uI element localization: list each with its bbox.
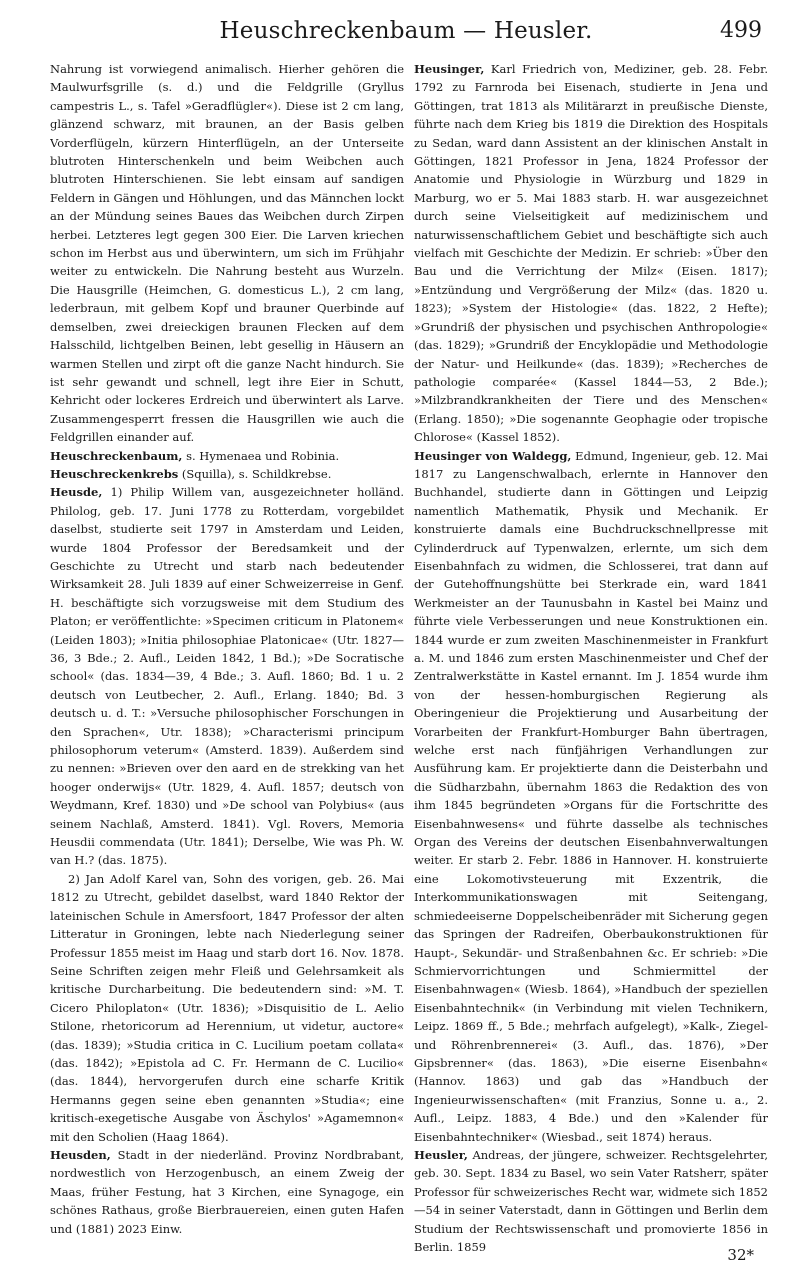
headword: Heuschreckenbaum,	[50, 448, 183, 463]
headword: Heusinger,	[414, 62, 485, 76]
entry-heusde-2	[50, 870, 404, 1146]
headword: Heusden,	[50, 1147, 111, 1162]
entry-text: Karl Friedrich von, Mediziner, geb. 28. Febr. 1792 zu Farnroda bei Eisenach, studierte in Jena und Göttingen, trat 1813 als Militärarzt in preußische Dienste, führte nach dem Krieg bis 1819 die Direktion des Hospitals zu Sedan, ward dann Assistent an der klinischen Anstalt in Göttingen, 1821 Professor in Jena, 1824 Professor der Anatomie und Physiologie in Würzburg und 1829 in Marburg, wo er 5. Mai 1883 starb. H. war ausgezeichnet durch seine Vielseitigkeit auf medizinischem und naturwissenschaftlichem Gebiet und beschäftigte sich auch vielfach mit Geschichte der Medizin. Er schrieb: »Über den Bau und die Verrichtung der Milz« (Eisen. 1817); »Entzündung und Vergrößerung der Milz« (das. 1820 u. 1823); »System der Histologie« (das. 1822, 2 Hefte); »Grundriß der physischen und psychischen Anthropologie« (das. 1829); »Grundriß der Encyklopädie und Methodologie der Natur- und Heilkunde« (das. 1839); »Recherches de pathologie comparée« (Kassel 1844—53, 2 Bde.); »Milzbrandkrankheiten der Tiere und des Menschen« (Erlang. 1850); »Die sogenannte Geophagie oder tropische Chlorose« (Kassel 1852).	[414, 62, 768, 445]
entry-heusinger	[414, 60, 768, 447]
headword: Heuschreckenkrebs	[50, 466, 179, 481]
headword: Heusde,	[50, 485, 103, 500]
entry-heusde-1	[50, 483, 404, 870]
headword: Heusler,	[414, 1147, 468, 1162]
entry-text: (Squilla), s. Schildkrebse.	[178, 466, 332, 481]
entry-grillen	[50, 60, 404, 447]
running-head	[36, 12, 776, 46]
entry-heuschreckenbaum	[50, 447, 404, 465]
entry-heusden	[50, 1146, 404, 1238]
entry-heuschreckenkrebs	[50, 465, 404, 483]
entry-text: Stadt in der niederländ. Provinz Nordbrabant, nordwestlich von Herzogenbusch, an einem Zweig der Maas, früher Festung, hat 3 Kirchen, eine Synagoge, ein schönes Rathaus, große Bierbrauereien, einen guten Hafen und (1881) 2023 Einw.	[50, 1147, 404, 1236]
entry-heusler	[414, 1146, 768, 1255]
entry-text: 2) Jan Adolf Karel van, Sohn des vorigen, geb. 26. Mai 1812 zu Utrecht, gebildet daselbst, ward 1840 Rektor der lateinischen Schule in Amersfoort, 1847 Professor der alten Litteratur in Groningen, lebte nach Niederlegung seiner Professur 1855 meist im Haag und starb dort 16. Nov. 1878. Seine Schriften zeigen mehr Fleiß und Gelehrsamkeit als kritische Durcharbeitung. Die bedeutendern sind: »M. T. Cicero Philoplaton« (Utr. 1836); »Disquisitio de L. Aelio Stilone, rhetoricorum ad Herennium, ut videtur, auctore« (das. 1839); »Studia critica in C. Lucilium poetam collata« (das. 1842); »Epistola ad C. Fr. Hermann de C. Lucilio« (das. 1844), hervorgerufen durch eine scharfe Kritik Hermanns gegen seine eben genannten »Studia«; eine kritisch-exegetische Ausgabe von Äschylos' »Agamemnon« mit den Scholien (Haag 1864).	[50, 871, 404, 1144]
right-column	[414, 60, 768, 1255]
page-title: Heuschreckenbaum — Heusler.	[219, 18, 593, 44]
headword: Heusinger von Waldegg,	[414, 448, 572, 463]
entry-text: Andreas, der jüngere, schweizer. Rechtsgelehrter, geb. 30. Sept. 1834 zu Basel, wo sein Vater Ratsherr, später Professor für schweizerisches Recht war, widmete sich 1852—54 in seiner Vaterstadt, dann in Göttingen und Berlin dem Studium der Rechtswissenschaft und promovierte 1856 in Berlin. 1859	[414, 1147, 768, 1254]
entry-text: s. Hymenaea und Robinia.	[182, 448, 340, 463]
page-number: 499	[720, 18, 762, 43]
left-column	[50, 60, 404, 1255]
entry-text: Edmund, Ingenieur, geb. 12. Mai 1817 zu Langenschwalbach, erlernte in Hannover den Buchhandel, studierte dann in Göttingen und Leipzig namentlich Mathematik, Physik und Mechanik. Er konstruierte damals eine Buchdruckschnellpresse mit Cylinderdruck auf Typenwalzen, erlernte, um sich dem Eisenbahnfach zu widmen, die Schlosserei, trat dann auf der Gutehoffnungshütte bei Sterkrade ein, ward 1841 Werkmeister an der Taunusbahn in Kastel bei Mainz und führte viele Verbesserungen und neue Konstruktionen ein. 1844 wurde er zum zweiten Maschinenmeister in Frankfurt a. M. und 1846 zum ersten Maschinenmeister und Chef der Zentralwerkstätte in Kastel ernannt. Im J. 1854 wurde ihm von der hessen-homburgischen Regierung als Oberingenieur die Projektierung und Ausarbeitung der Vorarbeiten der Frankfurt-Homburger Bahn übertragen, welche erst nach fünfjährigen Verhandlungen zur Ausführung kam. Er projektierte dann die Deisterbahn und die Südharzbahn, übernahm 1863 die Redaktion des von ihm 1845 begründeten »Organs für die Fortschritte des Eisenbahnwesens« und führte dasselbe als technisches Organ des Vereins der deutschen Eisenbahnverwaltungen weiter. Er starb 2. Febr. 1886 in Hannover. H. konstruierte eine Lokomotivsteuerung mit Exzentrik, die Interkommunikationswagen mit Seitengang, schmiedeeiserne Doppelscheibenräder mit Sicherung gegen das Springen der Radreifen, Oberbaukonstruktionen für Haupt-, Sekundär- und Straßenbahnen &c. Er schrieb: »Die Schmiervorrichtungen und Schmiermittel der Eisenbahnwagen« (Wiesb. 1864), »Handbuch der speziellen Eisenbahntechnik« (in Verbindung mit vielen Technikern, Leipz. 1869 ff., 5 Bde.; mehrfach aufgelegt), »Kalk-, Ziegel- und Röhrenbrennerei« (3. Aufl., das. 1876), »Der Gipsbrenner« (das. 1863), »Die eiserne Eisenbahn« (Hannov. 1863) und gab das »Handbuch der Ingenieurwissenschaften« (mit Franzius, Sonne u. a., 2. Aufl., Leipz. 1883, 4 Bde.) und den »Kalender für Eisenbahntechniker« (Wiesbad., seit 1874) heraus.	[414, 448, 768, 1144]
entry-text: Nahrung ist vorwiegend animalisch. Hierher gehören die Maulwurfsgrille (s. d.) und die Feldgrille (Gryllus campestris L., s. Tafel »Geradflügler«). Diese ist 2 cm lang, glänzend schwarz, mit braunen, an der Basis gelben Vorderflügeln, kürzern Hinterflügeln, an der Unterseite blutroten Hinterschenkeln und beim Weibchen auch blutroten Hinterschienen. Sie lebt einsam auf sandigen Feldern in Gängen und Höhlungen, und das Männchen lockt an der Mündung seines Baues das Weibchen durch Zirpen herbei. Letzteres legt gegen 300 Eier. Die Larven kriechen schon im Herbst aus und überwintern, um sich im Frühjahr weiter zu entwickeln. Die Nahrung besteht aus Wurzeln. Die Hausgrille (Heimchen, G. domesticus L.), 2 cm lang, lederbraun, mit gelbem Kopf und brauner Querbinde auf demselben, zwei dreieckigen braunen Flecken auf dem Halsschild, lichtgelben Beinen, lebt gesellig in Häusern an warmen Stellen und zirpt oft die ganze Nacht hindurch. Sie ist sehr gewandt und schnell, legt ihre Eier in Schutt, Kehricht oder lockeres Erdreich und überwintert als Larve. Zusammengesperrt fressen die Hausgrillen wie auch die Feldgrillen einander auf.	[50, 62, 404, 445]
entry-text: 1) Philip Willem van, ausgezeichneter holländ. Philolog, geb. 17. Juni 1778 zu Rotterdam, vorgebildet daselbst, studierte seit 1797 in Amsterdam und Leiden, wurde 1804 Professor der Beredsamkeit und der Geschichte zu Utrecht und starb nach bedeutender Wirksamkeit 28. Juli 1839 auf einer Schweizerreise in Genf. H. beschäftigte sich vorzugsweise mit dem Studium des Platon; er veröffentlichte: »Specimen criticum in Platonem« (Leiden 1803); »Initia philosophiae Platonicae« (Utr. 1827—36, 3 Bde.; 2. Aufl., Leiden 1842, 1 Bd.); »De Socratische school« (das. 1834—39, 4 Bde.; 3. Aufl. 1860; Bd. 1 u. 2 deutsch von Leutbecher, 2. Aufl., Erlang. 1840; Bd. 3 deutsch u. d. T.: »Versuche philosophischer Forschungen in den Sprachen«, Utr. 1838); »Characterismi principum philosophorum veterum« (Amsterd. 1839). Außerdem sind zu nennen: »Brieven over den aard en de strekking van het hooger onderwijs« (Utr. 1829, 4. Aufl. 1857; deutsch von Weydmann, Kref. 1830) und »De school van Polybius« (aus seinem Nachlaß, Amsterd. 1841). Vgl. Rovers, Memoria Heusdii commendata (Utr. 1841); Derselbe, Wie was Ph. W. van H.? (das. 1875).	[50, 485, 404, 868]
entry-heusinger-von-waldegg	[414, 447, 768, 1146]
signature-mark: 32*	[727, 1246, 754, 1264]
